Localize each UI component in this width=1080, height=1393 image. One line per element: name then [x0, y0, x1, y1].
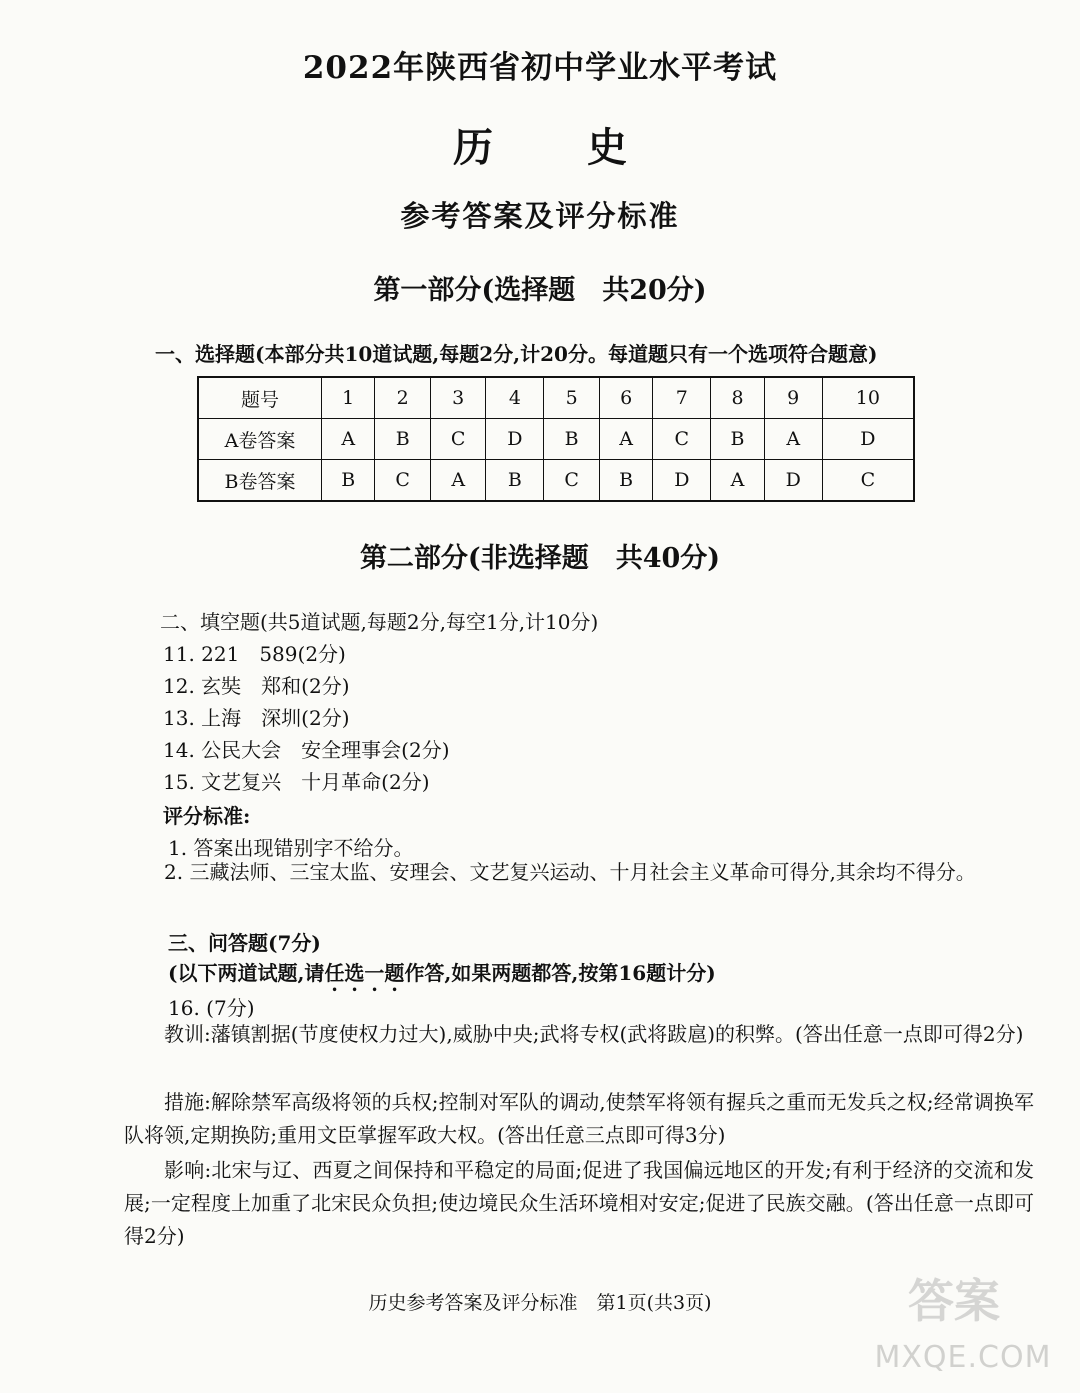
qa-note	[168, 957, 716, 996]
table-cell: D	[486, 419, 544, 460]
table-cell: 2	[375, 377, 431, 419]
watermark	[868, 1265, 1058, 1375]
table-cell: C	[544, 460, 600, 502]
table-cell: 3	[430, 377, 486, 419]
table-cell: 10	[822, 377, 914, 419]
table-cell: C	[375, 460, 431, 502]
table-cell: 8	[711, 377, 764, 419]
question-16-lesson-block	[124, 1018, 1034, 1051]
table-row-a	[198, 419, 914, 460]
criteria-2: 2. 三藏法师、三宝太监、安理会、文艺复兴运动、十月社会主义革命可得分,其余均不得分。	[164, 860, 976, 884]
question-16-impact: 影响:北宋与辽、西夏之间保持和平稳定的局面;促进了我国偏远地区的开发;有利于经济的交流和发展;一定程度上加重了北宋民众负担;使边境民众生活环境相对安定;促进了民族交融。(答出任意一点即可得2分)	[124, 1158, 1034, 1248]
table-cell: 9	[764, 377, 822, 419]
answer-13: 13. 上海 深圳(2分)	[163, 706, 350, 730]
question-16-lesson: 教训:藩镇割据(节度使权力过大),威胁中央;武将专权(武将跋扈)的积弊。(答出任意一点即可得2分)	[164, 1022, 1024, 1046]
table-cell: B	[711, 419, 764, 460]
table-cell: B	[486, 460, 544, 502]
table-cell: A	[711, 460, 764, 502]
qa-section-heading: 三、问答题(7分)	[168, 931, 321, 955]
qa-note-post: 作答,如果两题都答,按第16题计分)	[404, 961, 716, 985]
qa-note-pre: (以下两道试题,请	[168, 961, 325, 985]
answer-11: 11. 221 589(2分)	[163, 642, 346, 666]
table-cell: A	[322, 419, 375, 460]
table-cell: 4	[486, 377, 544, 419]
answer-14: 14. 公民大会 安全理事会(2分)	[163, 738, 450, 762]
question-16-measures-block	[124, 1086, 1034, 1152]
watermark-logo-icon: 答案	[908, 1274, 1000, 1328]
table-row-numbers	[198, 377, 914, 419]
row-a-label: A卷答案	[198, 419, 322, 460]
row-b-label: B卷答案	[198, 460, 322, 502]
table-cell: D	[653, 460, 711, 502]
question-16-impact-block	[124, 1154, 1034, 1253]
answer-12: 12. 玄奘 郑和(2分)	[163, 674, 350, 698]
table-cell: B	[375, 419, 431, 460]
exam-title: 2022年陕西省初中学业水平考试	[302, 50, 778, 86]
question-16-label: 16. (7分)	[168, 996, 255, 1020]
table-cell: C	[430, 419, 486, 460]
table-row-b	[198, 460, 914, 502]
table-cell: 7	[653, 377, 711, 419]
answer-table	[197, 376, 915, 502]
table-cell: B	[544, 419, 600, 460]
table-cell: A	[599, 419, 652, 460]
page-footer: 历史参考答案及评分标准 第1页(共3页)	[368, 1292, 712, 1314]
fill-section-heading: 二、填空题(共5道试题,每题2分,每空1分,计10分)	[160, 610, 599, 634]
qa-note-emphasis: 任选一题	[324, 961, 405, 985]
table-cell: B	[599, 460, 652, 502]
criteria-2-block	[124, 856, 1034, 889]
table-cell: C	[822, 460, 914, 502]
table-cell: C	[653, 419, 711, 460]
table-cell: B	[322, 460, 375, 502]
part1-title: 第一部分(选择题 共20分)	[373, 275, 707, 306]
table-cell: 6	[599, 377, 652, 419]
table-cell: 5	[544, 377, 600, 419]
table-header-label: 题号	[198, 377, 322, 419]
table-cell: 1	[322, 377, 375, 419]
table-cell: A	[430, 460, 486, 502]
watermark-site: MXQE.COM	[874, 1340, 1052, 1375]
document-subtitle: 参考答案及评分标准	[400, 199, 680, 233]
answer-15: 15. 文艺复兴 十月革命(2分)	[163, 770, 430, 794]
subject-title: 历 史	[453, 124, 667, 171]
part2-title: 第二部分(非选择题 共40分)	[359, 543, 721, 574]
table-cell: D	[822, 419, 914, 460]
criteria-heading: 评分标准:	[163, 804, 251, 828]
choice-section-heading: 一、选择题(本部分共10道试题,每题2分,计20分。每道题只有一个选项符合题意)	[155, 342, 878, 366]
criteria-1: 1. 答案出现错别字不给分。	[168, 836, 414, 860]
question-16-measures: 措施:解除禁军高级将领的兵权;控制对军队的调动,使禁军将领有握兵之重而无发兵之权;经常调换军队将领,定期换防;重用文臣掌握军政大权。(答出任意三点即可得3分)	[124, 1090, 1034, 1147]
table-cell: D	[764, 460, 822, 502]
table-cell: A	[764, 419, 822, 460]
